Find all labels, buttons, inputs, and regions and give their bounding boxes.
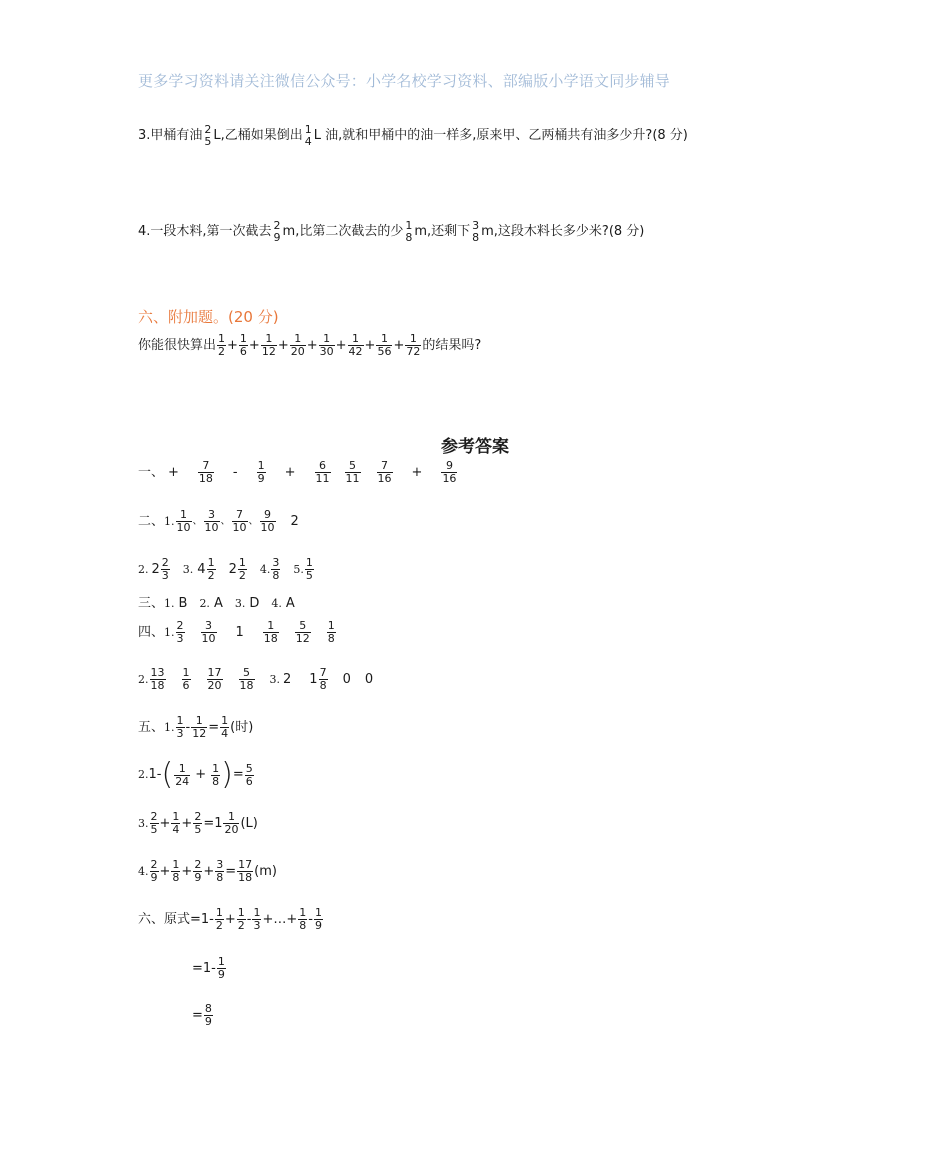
fraction (171, 811, 180, 836)
answer-row-4 (138, 596, 295, 612)
numerator: 1 (305, 556, 313, 569)
question-4 (138, 220, 644, 244)
denominator: 5 (194, 823, 202, 836)
q3-text-b: L,乙桶如果倒出 (213, 128, 303, 143)
fraction (215, 859, 224, 884)
denominator: 9 (150, 871, 158, 884)
fraction (345, 460, 361, 485)
separator: 、 (248, 515, 259, 527)
right-paren: ) (221, 757, 233, 792)
numerator: 1 (221, 714, 229, 727)
numerator: 1 (327, 619, 335, 632)
q6-fraction-sum (216, 333, 422, 358)
numerator: 1 (176, 714, 184, 727)
fraction (319, 667, 328, 692)
unit: (L) (240, 815, 258, 831)
fraction: $\frac{1}{2}$ (218, 332, 226, 358)
item-number: 3. (234, 597, 246, 610)
numerator: 3 (205, 619, 213, 632)
answer-row-9 (138, 811, 258, 836)
header-banner: 更多学习资料请关注微信公众号：小学名校学习资料、部编版小学语文同步辅导 (138, 72, 671, 90)
denominator: 10 (176, 521, 191, 534)
denominator: 3 (161, 569, 169, 582)
numerator: 2 (161, 556, 169, 569)
plus-operator: + (335, 337, 347, 353)
fraction (220, 715, 229, 740)
denominator: 2 (215, 919, 223, 932)
numerator: 1 (182, 666, 190, 679)
denominator: 11 (315, 472, 330, 485)
fraction (207, 667, 223, 692)
denominator: 18 (239, 679, 254, 692)
numerator: 1 (178, 761, 186, 775)
fraction (174, 763, 190, 788)
answer-row-12 (192, 956, 227, 981)
item-number: 3. (182, 562, 194, 576)
fraction (193, 859, 202, 884)
unit: (时) (230, 719, 254, 735)
denominator: 4 (172, 823, 180, 836)
numerator: 2 (194, 858, 202, 871)
section-label: 一、 (138, 464, 165, 480)
denominator: 2 (207, 569, 215, 582)
whole-number: 2 (228, 561, 237, 577)
denominator: 9 (217, 968, 225, 981)
numerator: 5 (299, 619, 307, 632)
denominator: 9 (257, 472, 265, 485)
denominator: 10 (204, 521, 219, 534)
denominator: 24 (175, 774, 190, 788)
operator: + (159, 815, 171, 831)
section-6-title: 六、附加题。(20 分) (138, 308, 279, 326)
numerator: 1 (217, 955, 225, 968)
denominator: 20 (224, 823, 239, 836)
numerator: 1 (180, 508, 188, 521)
item-number: 2. (199, 597, 210, 610)
numerator: 7 (202, 459, 210, 472)
plus-operator: + (393, 337, 405, 353)
denominator: 5 (150, 823, 158, 836)
numerator: 1 (172, 810, 180, 823)
numerator: 1 (257, 459, 265, 472)
numerator: 13 (150, 666, 165, 679)
fraction (315, 460, 331, 485)
denominator: 8 (327, 632, 335, 645)
item-number: 3. (269, 672, 280, 686)
answer-row-1 (138, 460, 458, 485)
plus-operator: + (227, 337, 238, 353)
fraction (176, 715, 185, 740)
q4-fraction-1: 2 9 (273, 219, 281, 244)
q4-fraction-3: 3 8 (472, 219, 480, 244)
fraction (171, 859, 180, 884)
section-label: 二、 (138, 513, 165, 529)
item-number: 4. (259, 562, 271, 576)
denominator: 20 (207, 679, 222, 692)
denominator: 18 (263, 632, 278, 645)
operator: = (208, 719, 220, 735)
q3-fraction-1: 2 5 (204, 123, 212, 148)
numerator: 2 (150, 810, 158, 823)
operator: + (224, 911, 236, 927)
fraction (232, 509, 248, 534)
item-number: 1. (164, 597, 175, 610)
numerator: 6 (319, 459, 327, 472)
denominator: 8 (172, 871, 180, 884)
operator: =1 (203, 815, 223, 831)
fraction (193, 811, 202, 836)
fraction (176, 620, 185, 645)
value: 1 (235, 624, 244, 640)
numerator: 1 (215, 906, 223, 919)
numerator: 1 (267, 619, 275, 632)
numerator: 17 (238, 858, 253, 871)
fraction (314, 907, 323, 932)
denominator: 18 (198, 472, 213, 485)
numerator: 1 (227, 810, 235, 823)
fraction (176, 509, 192, 534)
numerator: 17 (207, 666, 222, 679)
fraction (215, 907, 224, 932)
operator: + (181, 815, 193, 831)
numerator: 1 (299, 906, 307, 919)
plus-operator: + (306, 337, 318, 353)
numerator: 1 (207, 556, 215, 569)
unit: (m) (254, 863, 277, 879)
denominator: 3 (176, 727, 184, 740)
fraction (298, 907, 307, 932)
numerator: 1 (172, 858, 180, 871)
answer-row-10 (138, 859, 277, 884)
expression-prefix: =1- (192, 960, 216, 976)
answer-row-5 (138, 620, 337, 645)
fraction (150, 811, 159, 836)
item-number: 1. (164, 625, 175, 639)
operator: - (308, 911, 313, 927)
plus-operator: + (248, 337, 260, 353)
denominator: 6 (245, 774, 253, 788)
numerator: 7 (381, 459, 389, 472)
section-label: 四、 (138, 624, 165, 640)
denominator: 3 (176, 632, 184, 645)
q4-text-c: m,还剩下 (414, 224, 471, 239)
answer-row-3 (138, 557, 315, 582)
numerator: 1 (253, 906, 261, 919)
numerator: 5 (243, 666, 250, 679)
value: 0 (342, 671, 351, 687)
fraction (263, 620, 279, 645)
fraction (217, 956, 226, 981)
denominator: 8 (272, 569, 280, 582)
numerator: 2 (150, 858, 158, 871)
q6-text-a: 你能很快算出 (138, 337, 217, 353)
operator: - (232, 464, 238, 480)
numerator: 1 (237, 906, 245, 919)
denominator: 4 (221, 727, 229, 740)
fraction (260, 509, 276, 534)
numerator: 7 (236, 508, 244, 521)
answer-row-6 (138, 667, 373, 692)
denominator: 8 (212, 774, 220, 788)
expression-prefix: = (192, 1007, 203, 1023)
choice-answer: A (285, 596, 295, 611)
separator: 、 (192, 515, 203, 527)
denominator: 10 (260, 521, 275, 534)
fraction (327, 620, 336, 645)
section-label: 五、 (138, 719, 165, 735)
fraction: $\frac{1}{42}$ (348, 332, 363, 358)
item-number: 2. (138, 562, 149, 576)
numerator: 1 (212, 761, 220, 775)
denominator: 9 (204, 1015, 212, 1028)
section-label: 三、 (138, 596, 165, 611)
denominator: 18 (238, 871, 253, 884)
fraction (239, 667, 255, 692)
fraction (161, 557, 170, 582)
fraction: $\frac{1}{30}$ (319, 332, 334, 358)
denominator: 16 (442, 472, 457, 485)
numerator: 3 (208, 508, 216, 521)
numerator: 2 (194, 810, 202, 823)
numerator: 1 (238, 556, 246, 569)
value: 0 (364, 671, 374, 687)
fraction: $\frac{1}{56}$ (377, 332, 392, 358)
operator: - (246, 911, 252, 927)
fraction (201, 620, 217, 645)
q4-text-a: 4.一段木料,第一次截去 (138, 224, 272, 239)
separator: 、 (220, 515, 231, 527)
item-number: 5. (293, 562, 304, 576)
numerator: 5 (349, 459, 357, 472)
fraction (207, 557, 216, 582)
plus-operator: + (364, 337, 376, 353)
q4-fraction-2: 1 8 (405, 219, 413, 244)
numerator: 7 (319, 666, 327, 679)
operator: + (411, 464, 423, 480)
choice-answer: D (249, 596, 260, 611)
fraction (252, 907, 261, 932)
operator: = (232, 767, 244, 782)
item-number: 4. (138, 864, 149, 878)
denominator: 8 (319, 679, 327, 692)
item-number: 1. (164, 514, 175, 528)
fraction (204, 1003, 213, 1028)
numerator: 9 (445, 459, 453, 472)
operator: + (284, 464, 296, 480)
denominator: 2 (238, 569, 246, 582)
whole-number: 4 (197, 561, 206, 577)
item-number: 3. (138, 816, 149, 830)
whole-number: 2 (151, 561, 160, 577)
q3-text-a: 3.甲桶有油 (138, 128, 203, 143)
denominator: 2 (237, 919, 245, 932)
fraction (237, 859, 253, 884)
denominator: 3 (253, 919, 261, 932)
section-label: 六、原式=1- (138, 911, 214, 927)
value: 2 (290, 513, 299, 529)
question-6 (138, 333, 481, 358)
expression-prefix: 1- (148, 767, 162, 782)
operator: - (185, 719, 191, 735)
operator: + (203, 863, 215, 879)
denominator: 10 (232, 521, 247, 534)
numerator: 2 (176, 619, 184, 632)
fraction (150, 859, 159, 884)
fraction (377, 460, 393, 485)
denominator: 8 (299, 919, 307, 932)
operator: + (159, 863, 171, 879)
fraction (237, 907, 246, 932)
fraction (271, 557, 280, 582)
numerator: 1 (195, 714, 203, 727)
q3-fraction-2: 1 4 (304, 123, 312, 148)
denominator: 18 (150, 679, 165, 692)
choice-answer: A (213, 596, 223, 611)
answer-row-7 (138, 715, 253, 740)
numerator: 8 (204, 1002, 212, 1015)
fraction (198, 460, 214, 485)
denominator: 12 (192, 727, 207, 740)
answer-row-11 (138, 907, 324, 932)
fraction (182, 667, 191, 692)
answer-row-13 (192, 1003, 214, 1028)
fraction (245, 763, 254, 788)
denominator: 9 (314, 919, 322, 932)
item-number: 2. (138, 768, 149, 781)
fraction: $\frac{1}{72}$ (406, 332, 421, 358)
operator: = (225, 863, 237, 879)
ellipsis: +…+ (262, 911, 298, 927)
numerator: 3 (216, 858, 224, 871)
operator: + (195, 767, 207, 782)
operator: + (168, 464, 179, 480)
numerator: 1 (314, 906, 322, 919)
choice-answer: B (178, 596, 188, 611)
fraction (257, 460, 266, 485)
left-paren: ( (161, 757, 174, 792)
fraction (238, 557, 247, 582)
item-number: 2. (138, 672, 149, 686)
operator: + (181, 863, 193, 879)
q6-text-b: 的结果吗? (422, 337, 482, 353)
answer-row-8 (138, 757, 255, 792)
answers-title: 参考答案 (441, 437, 509, 457)
fraction (191, 715, 207, 740)
fraction: $\frac{1}{6}$ (239, 332, 247, 358)
denominator: 16 (377, 472, 392, 485)
fraction (150, 667, 166, 692)
fraction (305, 557, 314, 582)
fraction (211, 763, 220, 788)
denominator: 10 (201, 632, 216, 645)
numerator: 3 (272, 556, 280, 569)
numerator: 5 (245, 761, 253, 775)
denominator: 12 (295, 632, 310, 645)
fraction (441, 460, 457, 485)
fraction: $\frac{1}{20}$ (290, 332, 305, 358)
item-number: 4. (271, 597, 282, 610)
q4-text-b: m,比第二次截去的少 (282, 224, 404, 239)
question-3 (138, 124, 688, 148)
fraction (295, 620, 311, 645)
numerator: 9 (264, 508, 272, 521)
denominator: 5 (305, 569, 313, 582)
denominator: 9 (194, 871, 202, 884)
item-number: 1. (164, 720, 175, 734)
q4-text-d: m,这段木料长多少米?(8 分) (481, 224, 645, 239)
value: 2 (283, 671, 292, 687)
fraction (223, 811, 239, 836)
denominator: 8 (216, 871, 224, 884)
fraction (204, 509, 220, 534)
fraction: $\frac{1}{12}$ (261, 332, 276, 358)
answer-row-2 (138, 509, 299, 534)
q3-text-c: L 油,就和甲桶中的油一样多,原来甲、乙两桶共有油多少升?(8 分) (313, 128, 688, 143)
denominator: 6 (182, 679, 190, 692)
plus-operator: + (277, 337, 289, 353)
whole-number: 1 (309, 671, 318, 687)
denominator: 11 (345, 472, 360, 485)
